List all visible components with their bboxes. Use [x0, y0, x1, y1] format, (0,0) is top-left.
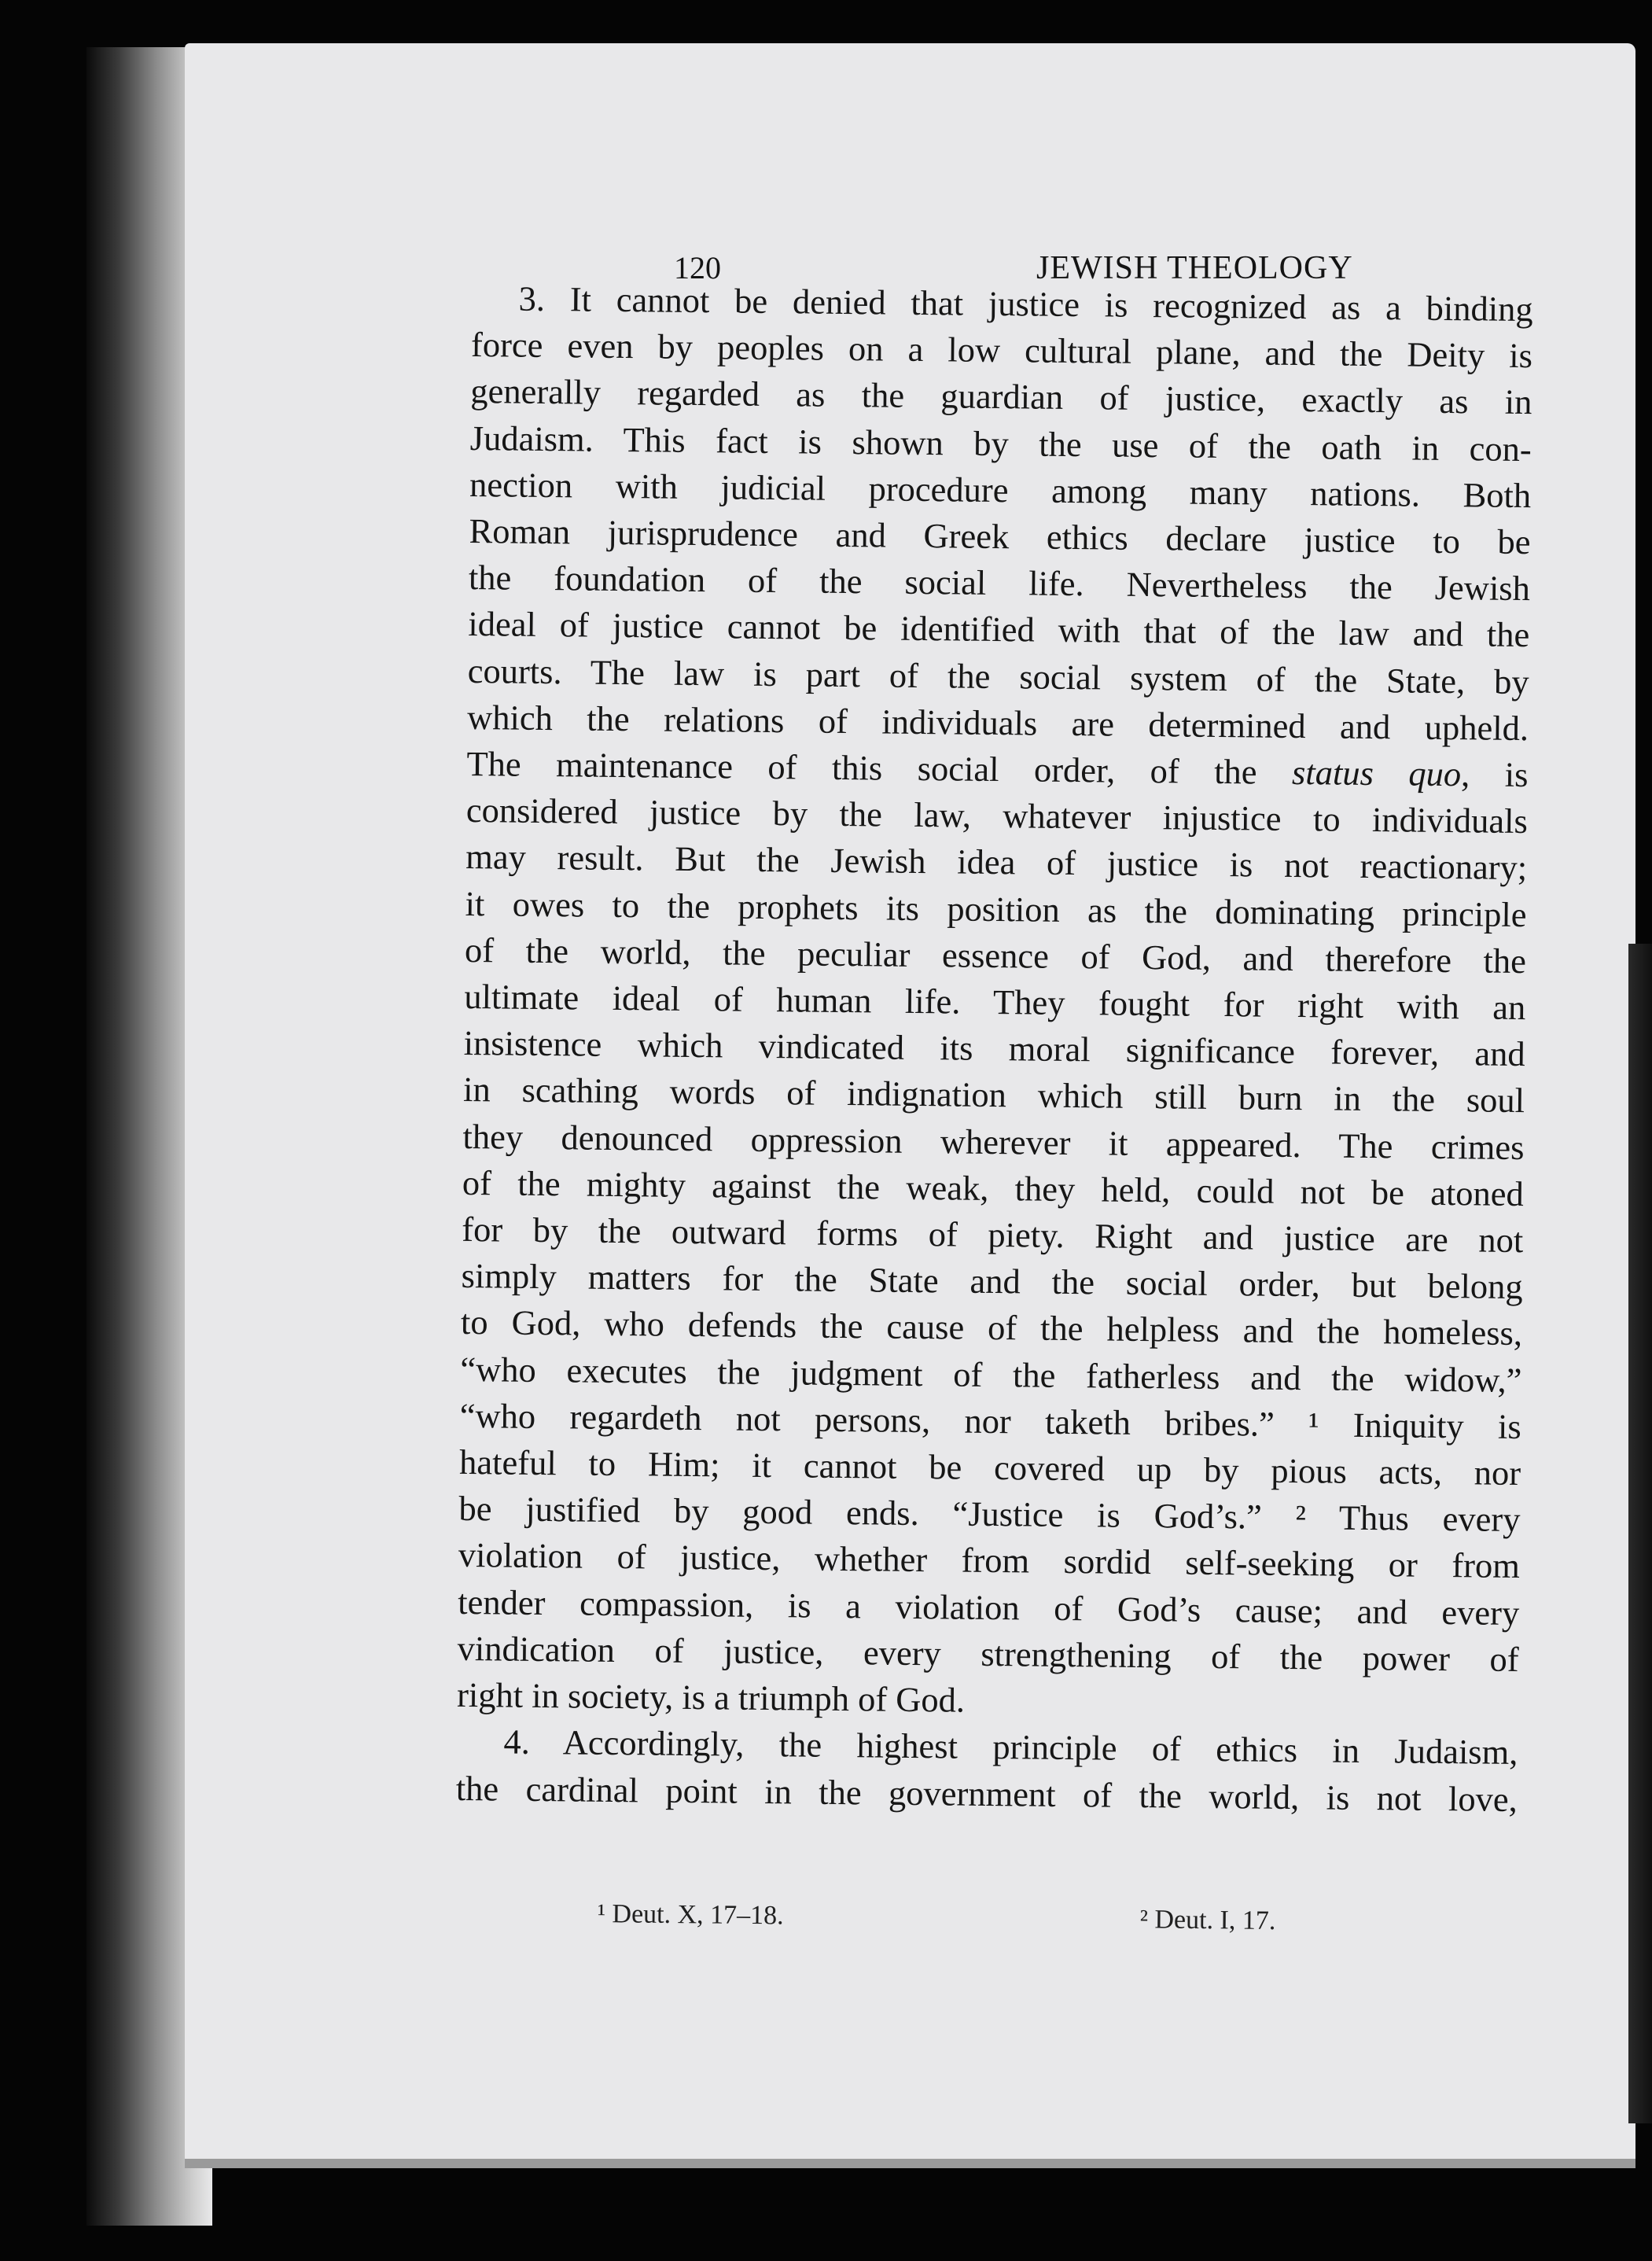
text-line: force even by peoples on a low cultural plane, and the Deity is — [470, 325, 1533, 376]
text-line: of the world, the peculiar essence of God, and therefore the — [464, 930, 1527, 981]
text-line: simply matters for the State and the social order, but belong — [461, 1256, 1523, 1307]
text-line: Roman jurisprudence and Greek ethics declare justice to be — [469, 510, 1531, 562]
body-text — [456, 275, 1533, 1823]
text-line: courts. The law is part of the social system of the State, by — [467, 650, 1529, 701]
page-right-edge — [1628, 944, 1652, 2123]
text-line: insistence which vindicated its moral significance forever, and — [463, 1023, 1525, 1074]
text-line: for by the outward forms of piety. Right and justice are not — [462, 1209, 1524, 1261]
text-line: tender compassion, is a violation of God’s cause; and every — [458, 1582, 1520, 1633]
text-line: to God, who defends the cause of the helpless and the homeless, — [460, 1302, 1523, 1353]
text-line: it owes to the prophets its position as the dominating principle — [465, 883, 1527, 934]
text-line: they denounced oppression wherever it appeared. The crimes — [462, 1116, 1525, 1167]
text-line: which the relations of individuals are determined and upheld. — [466, 697, 1529, 748]
footnote-2: ² Deut. I, 17. — [1139, 1905, 1276, 1936]
text-line: the cardinal point in the government of the world, is not love, — [455, 1768, 1518, 1819]
text-line: generally regarded as the guardian of justice, exactly as in — [470, 371, 1532, 422]
text-line: “who executes the judgment of the fatherless and the widow,” — [460, 1349, 1522, 1400]
text-line: may result. But the Jewish idea of justice is not reactionary; — [465, 837, 1528, 888]
text-line: hateful to Him; it cannot be covered up by pious acts, nor — [458, 1442, 1521, 1493]
text-line: Judaism. This fact is shown by the use of the oath in con- — [469, 418, 1532, 469]
text-line: considered justice by the law, whatever injustice to individuals — [465, 790, 1529, 841]
page-number: 120 — [674, 250, 721, 285]
page-bottom-edge — [185, 2159, 1635, 2168]
running-head: JEWISH THEOLOGY — [1036, 250, 1353, 286]
text-line: vindication of justice, every strengthening of the power of — [457, 1628, 1519, 1679]
text-line: right in society, is a triumph of God. — [456, 1674, 966, 1720]
text-line: ideal of justice cannot be identified with that of the law and the — [468, 604, 1530, 655]
text-line: nection with judicial procedure among many nations. Both — [469, 464, 1532, 515]
text-line: the foundation of the social life. Nevertheless the Jewish — [468, 558, 1531, 609]
text-line: in scathing words of indignation which still burn in the soul — [462, 1070, 1525, 1121]
text-line: 4. Accordingly, the highest principle of ethics in Judaism, — [503, 1722, 1518, 1773]
text-line: of the mighty against the weak, they held, could not be atoned — [462, 1162, 1525, 1213]
footnote-1: ¹ Deut. X, 17–18. — [597, 1899, 784, 1931]
text-line: The maintenance of this social order, of the status quo, is — [466, 743, 1529, 795]
text-line: violation of justice, whether from sordid self-seeking or from — [458, 1535, 1521, 1586]
text-line: 3. It cannot be denied that justice is recognized as a binding — [518, 278, 1533, 330]
text-line: “who regardeth not persons, nor taketh bribes.” ¹ Iniquity is — [459, 1395, 1522, 1446]
text-line: be justified by good ends. “Justice is God’s.” ² Thus every — [458, 1489, 1521, 1540]
text-line: ultimate ideal of human life. They fought for right with an — [464, 976, 1526, 1028]
